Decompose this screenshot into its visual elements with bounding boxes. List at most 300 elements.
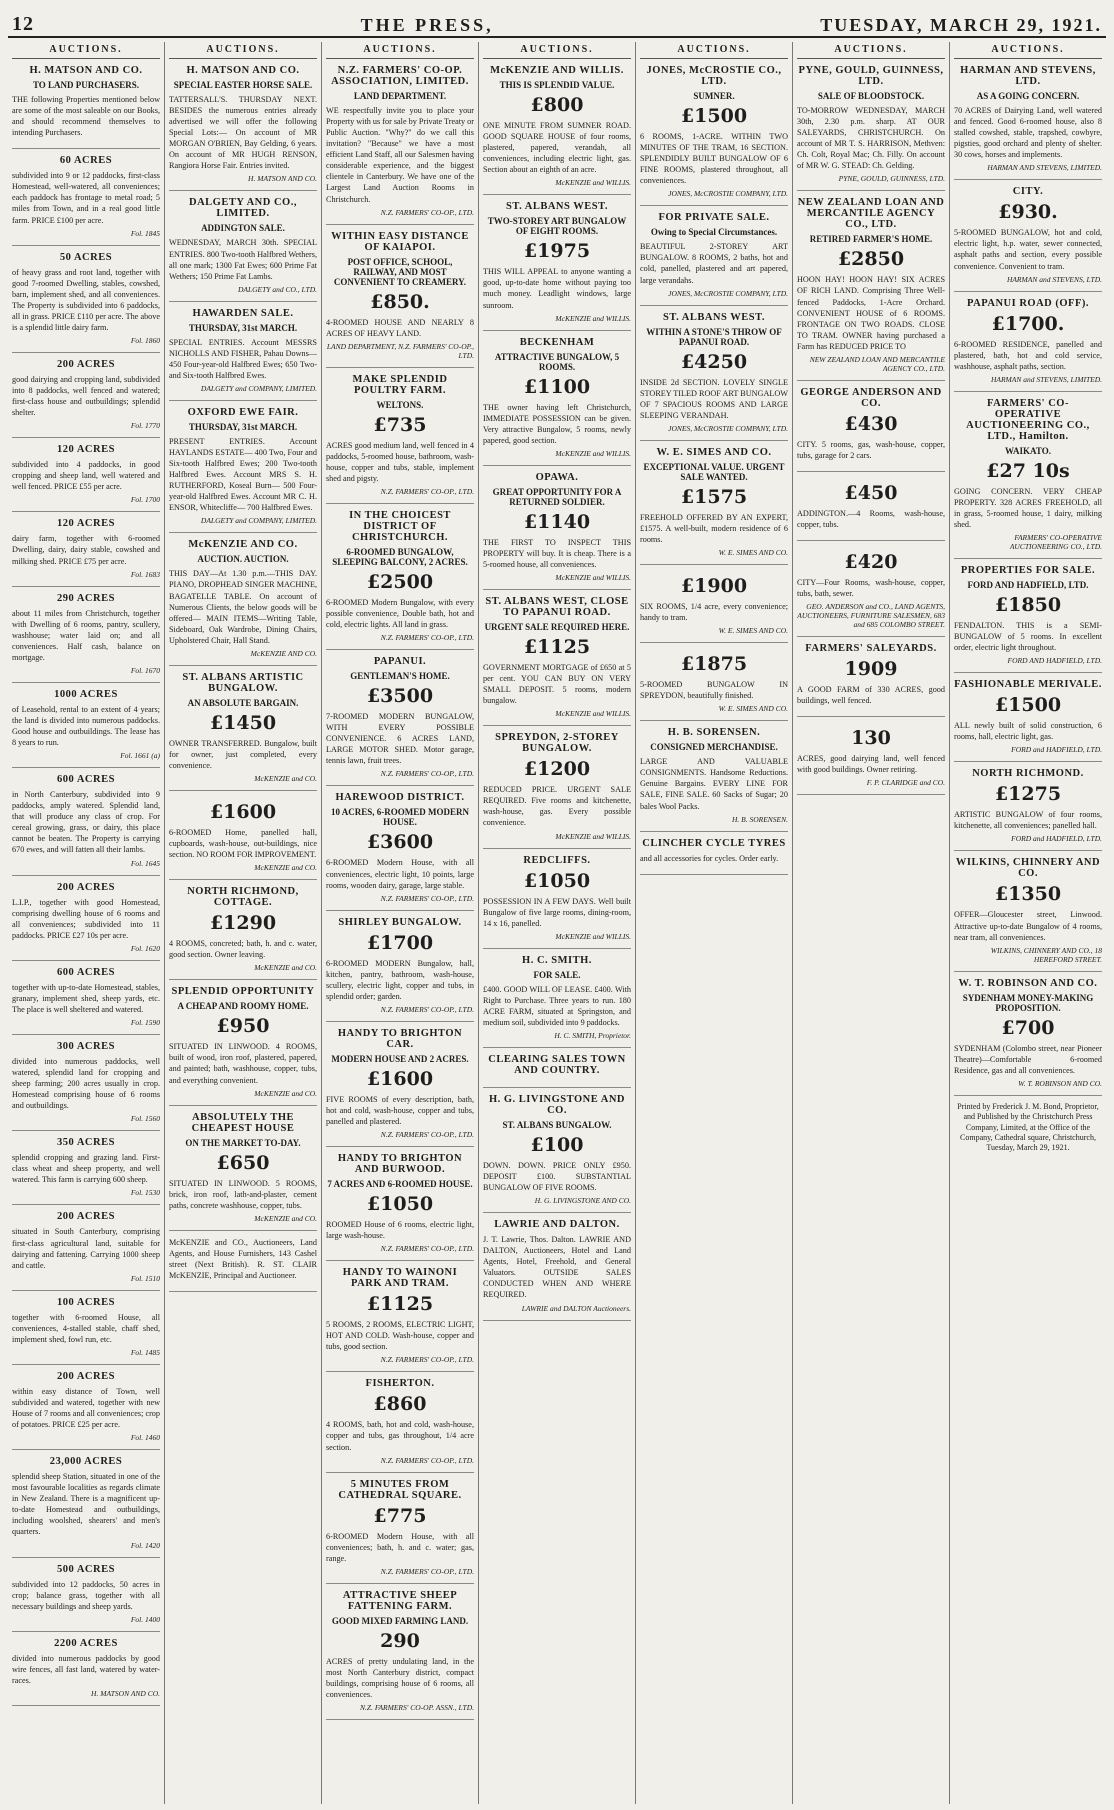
ad-price: 130	[851, 727, 891, 750]
classified-ad	[12, 1291, 160, 1365]
ad-subheading: THURSDAY, 31st MARCH.	[188, 322, 298, 333]
classified-ad	[12, 587, 160, 683]
classified-ad	[326, 911, 474, 1022]
classified-ad	[640, 206, 788, 305]
ad-signature: N.Z. FARMERS' CO-OP., LTD.	[380, 893, 474, 903]
classified-ad	[326, 1372, 474, 1472]
ad-signature: HARMAN and STEVENS, LIMITED.	[990, 374, 1102, 384]
ad-subheading: SPECIAL EASTER HORSE SALE.	[173, 80, 313, 90]
classified-ad	[12, 149, 160, 245]
ad-subheading: URGENT SALE REQUIRED HERE.	[484, 622, 630, 632]
ad-body-text: 5-ROOMED BUNGALOW, hot and cold, electric light, h.p. water, sewer connected, asphalt paths and section, every possible convenience. Convenient to tram.	[954, 228, 1102, 271]
column-7	[950, 42, 1106, 1804]
classified-ad	[954, 180, 1102, 291]
column-header: AUCTIONS.	[326, 42, 474, 59]
classified-ad	[12, 1131, 160, 1205]
ad-heading: GEORGE ANDERSON AND CO.	[800, 386, 942, 409]
ad-price: £775	[373, 1504, 427, 1527]
ad-signature: Fol. 1460	[130, 1433, 160, 1443]
ad-signature: Fol. 1860	[130, 335, 160, 345]
ad-signature: HARMAN and STEVENS, LTD.	[1006, 274, 1102, 284]
ad-body-text: 70 ACRES of Dairying Land, well watered and fenced. Good 6-roomed house, also 8 stalled cowshed, stable, trapshed, cowbyre, pigsties, good orchard and plenty of shelter. 30 cows, horses and implements.	[954, 106, 1102, 160]
classified-ad	[483, 1048, 631, 1088]
ad-signature: Fol. 1620	[130, 943, 160, 953]
ad-heading: 23,000 ACRES	[49, 1456, 123, 1468]
ad-heading: HANDY TO BRIGHTON AND BURWOOD.	[337, 1153, 463, 1176]
ad-heading: FARMERS' SALEYARDS.	[805, 643, 937, 655]
ad-price: £420	[844, 551, 898, 574]
ad-heading: WITHIN EASY DISTANCE OF KAIAPOI.	[331, 230, 469, 253]
ad-subheading: THURSDAY, 31st MARCH.	[188, 421, 298, 432]
ad-signature: McKENZIE and WILLIS.	[555, 448, 631, 458]
classified-ad	[326, 1261, 474, 1372]
ad-body-text: WE respectfully invite you to place your Property with us for sale by Private Treaty or Public Auction. "Why?" do we call this invitation? "Because" we have a most efficient Land Staff, all our Salesmen having considerable experience, and the biggest clientele in Canterbury. We have one of the Largest Land Auction Rooms in Christchurch.	[326, 106, 474, 204]
ad-price: £2850	[837, 248, 905, 271]
ad-signature: Fol. 1560	[130, 1114, 160, 1124]
ad-body-text: subdivided into 12 paddocks, 50 acres in crop; balance grass, together with all necessary buildings and sheep yards.	[12, 1579, 160, 1611]
ad-price: £800	[530, 94, 584, 116]
classified-ad	[12, 512, 160, 586]
classified-ad	[797, 59, 945, 191]
ad-body-text: 6-ROOMED Home, panelled hall, cupboards, wash-house, out-buildings, nice section. NO ROOM FOR IMPROVEMENT.	[169, 828, 317, 860]
ad-signature: W. E. SIMES AND CO.	[718, 704, 788, 714]
ad-heading: NORTH RICHMOND, COTTAGE.	[187, 886, 299, 909]
ad-price: £1275	[994, 783, 1062, 806]
ad-heading: HAREWOOD DISTRICT.	[335, 792, 465, 804]
classified-ad	[12, 438, 160, 512]
classified-ad	[640, 832, 788, 875]
ad-heading: HAWARDEN SALE.	[192, 307, 294, 319]
classified-ad	[169, 401, 317, 533]
classified-ad	[169, 1106, 317, 1231]
ad-subheading: FORD AND HADFIELD, LTD.	[967, 580, 1089, 590]
ad-body-text: FENDALTON. THIS is a SEMI-BUNGALOW of 5 rooms. In excellent order, electric light throughout.	[954, 621, 1102, 653]
column-1	[8, 42, 165, 1804]
ad-body-text: splendid cropping and grazing land. First-class wheat and sheep property, and well watered. This farm is carrying 600 sheep.	[12, 1153, 160, 1185]
ad-heading: 300 ACRES	[57, 1040, 115, 1052]
ad-body-text: 7-ROOMED MODERN BUNGALOW, WITH EVERY POSSIBLE CONVENIENCE. 6 ACRES LAND, LARGE MOTOR SHED. Motor garage, tennis lawn, fruit trees.	[326, 712, 474, 766]
column-2	[165, 42, 322, 1804]
classified-ad	[169, 1231, 317, 1292]
ad-signature: Fol. 1700	[130, 495, 160, 505]
ad-heading: 600 ACRES	[57, 966, 115, 978]
ad-signature: McKENZIE and WILLIS.	[555, 931, 631, 941]
classified-ad	[797, 472, 945, 541]
ad-heading: FOR PRIVATE SALE.	[658, 212, 770, 224]
ad-price: £3500	[366, 685, 434, 708]
ad-body-text: BEAUTIFUL 2-STOREY ART BUNGALOW. 8 ROOMS, 2 baths, hot and cold, panelled, plastered and art papered, large verandahs.	[640, 242, 788, 285]
ad-signature: Fol. 1683	[130, 569, 160, 579]
ad-signature: N.Z. FARMERS' CO-OP., LTD.	[380, 207, 474, 217]
ad-signature: DALGETY and COMPANY, LIMITED.	[200, 516, 317, 526]
ad-subheading: AUCTION. AUCTION.	[197, 554, 289, 565]
ad-signature: W. T. ROBINSON AND CO.	[1018, 1078, 1102, 1088]
column-header: AUCTIONS.	[169, 42, 317, 59]
ad-heading: 1000 ACRES	[54, 688, 118, 700]
classified-ad	[483, 726, 631, 848]
ad-heading: FASHIONABLE MERIVALE.	[954, 679, 1102, 691]
ad-subheading: ST. ALBANS BUNGALOW.	[502, 1119, 612, 1130]
ad-signature: N.Z. FARMERS' CO-OP., LTD.	[380, 1004, 474, 1014]
ad-signature: LAWRIE and DALTON Auctioneers.	[521, 1303, 631, 1313]
ad-signature: H. C. SMITH, Proprietor.	[554, 1030, 631, 1040]
ad-price: £1900	[680, 575, 748, 597]
ad-signature: HARMAN AND STEVENS, LIMITED.	[987, 163, 1102, 173]
classified-ad	[169, 191, 317, 301]
ad-signature: NEW ZEALAND LOAN AND MERCANTILE AGENCY CO., LTD.	[809, 354, 945, 373]
ad-heading: ABSOLUTELY THE CHEAPEST HOUSE	[191, 1111, 295, 1134]
column-3	[322, 42, 479, 1804]
ad-body-text: of Leasehold, rental to an extent of 4 years; the land is divided into numerous paddocks. Good house and outbuildings. The lease has 8 years to run.	[12, 704, 160, 748]
ad-body-text: ACRES of pretty undulating land, in the most North Canterbury district, compact buildings, comprising house of 6 rooms, all conveniences.	[326, 1656, 474, 1699]
issue-date: TUESDAY, MARCH 29, 1921.	[820, 15, 1102, 35]
ad-body-text: together with up-to-date Homestead, stables, granary, implement shed, sheep yards, etc. The place is well sheltered and watered.	[12, 982, 160, 1014]
ad-price: £735	[373, 413, 427, 436]
ad-price: 1909	[844, 658, 898, 681]
classified-ad	[954, 392, 1102, 559]
ad-signature: McKENZIE and WILLIS.	[555, 178, 631, 188]
classified-ad	[954, 292, 1102, 392]
ad-body-text: ACRES, good dairying land, well fenced with good buildings. Owner retiring.	[797, 754, 945, 775]
ad-heading: CLEARING SALES TOWN AND COUNTRY.	[488, 1053, 626, 1076]
ad-price: £1575	[680, 485, 748, 508]
ad-signature: H. MATSON AND CO.	[91, 1688, 160, 1698]
ad-signature: H. G. LIVINGSTONE AND CO.	[534, 1196, 631, 1206]
classified-ad	[483, 949, 631, 1048]
ad-heading: SPREYDON, 2-STOREY BUNGALOW.	[495, 732, 619, 755]
classified-ad	[12, 246, 160, 353]
ad-heading: 200 ACRES	[57, 1370, 115, 1382]
ad-body-text: 4-ROOMED HOUSE AND NEARLY 8 ACRES OF HEAVY LAND.	[326, 317, 474, 338]
ad-body-text: 5-ROOMED BUNGALOW IN SPREYDON, beautifully finished.	[640, 680, 788, 701]
ad-signature: N.Z. FARMERS' CO-OP., LTD.	[380, 769, 474, 779]
classified-ad	[797, 541, 945, 637]
ad-heading: FARMERS' CO-OPERATIVE AUCTIONEERING CO., LTD., Hamilton.	[966, 397, 1090, 442]
ad-subheading: WELTONS.	[376, 399, 424, 410]
ad-body-text: SIX ROOMS, 1/4 acre, every convenience; handy to tram.	[640, 602, 788, 623]
ad-body-text: GOING CONCERN. VERY CHEAP PROPERTY. 328 ACRES FREEHOLD, all in grass, 5-roomed house, 1 dairy, milking shed.	[954, 486, 1102, 529]
ad-signature: Fol. 1770	[130, 421, 160, 431]
ad-signature: N.Z. FARMERS' CO-OP., LTD.	[380, 633, 474, 643]
classified-ad	[169, 666, 317, 791]
ad-body-text: THIS WILL APPEAL to anyone wanting a good, up-to-date home without paying too much money. Leadlight windows, large sunroom.	[483, 267, 631, 310]
column-6	[793, 42, 950, 1804]
ad-heading: WILKINS, CHINNERY AND CO.	[955, 857, 1101, 880]
ad-body-text: REDUCED PRICE. URGENT SALE REQUIRED. Five rooms and kitchenette, wash-house, gas. Every possible convenience.	[483, 785, 631, 828]
ad-price: £860	[373, 1393, 427, 1416]
classified-ad	[326, 1147, 474, 1261]
ad-heading: 50 ACRES	[59, 251, 113, 263]
classified-ad	[169, 533, 317, 665]
ad-signature: DALGETY and CO., LTD.	[237, 284, 317, 294]
classified-ad	[12, 683, 160, 768]
ad-body-text: A GOOD FARM of 330 ACRES, good buildings, well fenced.	[797, 685, 945, 706]
ad-body-text: SITUATED IN LINWOOD. 4 ROOMS, built of wood, iron roof, plastered, papered, and painted; bath, washhouse, copper, tubs, and everything convenient.	[169, 1042, 317, 1085]
ad-subheading: MODERN HOUSE AND 2 ACRES.	[331, 1053, 469, 1064]
classified-ad	[954, 559, 1102, 673]
ad-subheading: FOR SALE.	[533, 969, 581, 980]
page-number: 12	[12, 13, 34, 35]
ad-body-text: situated in South Canterbury, comprising first-class agricultural land, suitable for dairying and fattening. Carrying 1000 sheep and cattle.	[12, 1227, 160, 1270]
ad-signature: Fol. 1845	[130, 228, 160, 238]
ad-heading: 60 ACRES	[59, 155, 113, 167]
ad-signature: W. E. SIMES AND CO.	[718, 626, 788, 636]
ad-price: £650	[216, 1151, 270, 1174]
ad-subheading: WAIKATO.	[1005, 445, 1051, 456]
ad-subheading: LAND DEPARTMENT.	[353, 91, 447, 101]
ad-body-text: subdivided into 4 paddocks, in good cropping and sheep land, well watered and well fenced. PRICE £55 per acre.	[12, 460, 160, 492]
classified-ad	[483, 59, 631, 195]
ad-body-text: of heavy grass and root land, together with good 7-roomed Dwelling, stables, cowshed, barn, implement shed, and all conveniences. The Property is subdivided into 6 paddocks, all in grass. PRICE £110 per acre. The above is a splendid little dairy farm.	[12, 267, 160, 332]
classified-ad	[12, 1558, 160, 1632]
ad-price: £950	[216, 1015, 270, 1038]
ad-price: £1700	[366, 931, 434, 954]
classified-ad	[326, 1584, 474, 1720]
classified-ad	[954, 972, 1102, 1096]
ad-heading: 2200 ACRES	[54, 1637, 118, 1649]
ad-body-text: dairy farm, together with 6-roomed Dwelling, dairy, dairy stable, cowshed and milking shed. PRICE £75 per acre.	[12, 534, 160, 566]
ad-body-text: 6-ROOMED RESIDENCE, panelled and plastered, bath, hot and cold service, washhouse, asphalt paths, section.	[954, 339, 1102, 371]
ad-subheading: Owing to Special Circumstances.	[650, 227, 778, 238]
ad-heading: OPAWA.	[535, 471, 579, 483]
ad-price: £1450	[209, 711, 277, 734]
ad-signature: McKENZIE AND CO.	[250, 648, 317, 658]
ad-signature: N.Z. FARMERS' CO-OP., LTD.	[380, 1566, 474, 1576]
ad-signature: JONES, McCROSTIE COMPANY, LTD.	[668, 423, 788, 433]
ad-heading: McKENZIE AND WILLIS.	[490, 65, 624, 76]
ad-subheading: THIS IS SPLENDID VALUE.	[499, 80, 615, 90]
ad-heading: H. C. SMITH.	[522, 954, 592, 966]
ad-signature: PYNE, GOULD, GUINNESS, LTD.	[838, 174, 945, 184]
ad-subheading: GOOD MIXED FARMING LAND.	[331, 1615, 469, 1626]
ad-body-text: ONE MINUTE FROM SUMNER ROAD. GOOD SQUARE HOUSE of four rooms, plastered, papered, verandah, all conveniences, including electric light, gas. Section about an eighth of an acre.	[483, 121, 631, 175]
ad-body-text: within easy distance of Town, well subdivided and watered, together with new House of 7 rooms and all conveniences; crop of potatoes. PRICE £25 per acre.	[12, 1386, 160, 1430]
ad-price: £1125	[366, 1293, 434, 1316]
ad-body-text: CITY. 5 rooms, gas, wash-house, copper, tubs, garage for 2 cars.	[797, 439, 945, 460]
classified-ad	[169, 980, 317, 1105]
classified-ad	[483, 331, 631, 466]
ad-price: £1050	[523, 869, 591, 892]
ad-subheading: CONSIGNED MERCHANDISE.	[650, 742, 778, 753]
classified-ad	[797, 637, 945, 717]
column-4	[479, 42, 636, 1804]
ad-subheading: SUMNER.	[693, 91, 735, 101]
ad-signature: Fol. 1670	[130, 665, 160, 675]
ad-price: £1050	[366, 1193, 434, 1216]
ad-heading: H. B. SORENSEN.	[667, 727, 761, 739]
ad-subheading: TO LAND PURCHASERS.	[32, 80, 140, 90]
ad-heading: OXFORD EWE FAIR.	[187, 406, 299, 418]
ad-price: £4250	[680, 350, 748, 373]
ad-signature: Fol. 1510	[130, 1273, 160, 1283]
ad-heading: BECKENHAM	[519, 336, 595, 348]
paper-title: THE PRESS,	[360, 15, 494, 35]
classified-ad	[954, 762, 1102, 851]
ad-signature: N.Z. FARMERS' CO-OP., LTD.	[380, 1355, 474, 1365]
classified-ad	[483, 849, 631, 949]
ad-heading: W. T. ROBINSON AND CO.	[958, 977, 1098, 989]
ad-signature: McKENZIE and WILLIS.	[555, 573, 631, 582]
ad-signature: WILKINS, CHINNERY AND CO., 18 HEREFORD STREET.	[990, 945, 1102, 964]
ad-signature: Fol. 1661 (a)	[120, 751, 160, 761]
ad-heading: PROPERTIES FOR SALE.	[960, 565, 1096, 576]
classified-ad	[640, 441, 788, 565]
ad-price: £1600	[366, 1067, 434, 1090]
ad-signature: H. MATSON AND CO.	[248, 174, 317, 184]
ad-signature: Fol. 1645	[130, 858, 160, 868]
ad-body-text: 4 ROOMS, bath, hot and cold, wash-house, copper and tubs, gas throughout, 1/4 acre section.	[326, 1420, 474, 1452]
ad-subheading: GENTLEMAN'S HOME.	[350, 671, 450, 682]
ad-signature: N.Z. FARMERS' CO-OP., LTD.	[380, 486, 474, 496]
ad-subheading: ADDINGTON SALE.	[201, 223, 285, 234]
classified-ad	[954, 851, 1102, 971]
ad-signature: McKENZIE and CO.	[254, 1213, 317, 1223]
column-5	[636, 42, 793, 1804]
ad-heading: ST. ALBANS WEST.	[506, 201, 608, 213]
ad-price: £850.	[370, 290, 430, 313]
ad-heading: PAPANUI.	[373, 656, 427, 668]
ad-subheading: GREAT OPPORTUNITY FOR A RETURNED SOLDIER.	[492, 486, 622, 507]
classified-ad	[326, 650, 474, 786]
ad-signature: F. P. CLARIDGE and CO.	[866, 778, 945, 788]
ad-price: £450	[844, 481, 898, 504]
ad-signature: McKENZIE and CO.	[254, 1088, 317, 1098]
ad-price: £2500	[366, 570, 434, 593]
ad-body-text: SITUATED IN LINWOOD. 5 ROOMS, brick, iron roof, lath-and-plaster, cement paths, concrete washhouse, copper, tubs.	[169, 1178, 317, 1210]
ad-subheading: 10 ACRES, 6-ROOMED MODERN HOUSE.	[330, 807, 469, 828]
classified-ad	[483, 466, 631, 590]
ad-body-text: FIVE ROOMS of every description, bath, hot and cold, wash-house, copper and tubs, panelled and plastered.	[326, 1094, 474, 1126]
ad-body-text: 5 ROOMS, 2 ROOMS, ELECTRIC LIGHT, HOT AND COLD. Wash-house, copper and tubs, good section.	[326, 1320, 474, 1352]
ad-heading: McKENZIE AND CO.	[188, 539, 298, 551]
ad-heading: SPLENDID OPPORTUNITY	[171, 986, 315, 998]
ad-price: £430	[844, 412, 898, 435]
ad-body-text: TATTERSALL'S. THURSDAY NEXT. BESIDES the numerous entries already advertised we will offer the following Special Lots:— On account of MR MORGAN O'BRIEN, Bay Gelding, 6 years. On account of MR HUGH RENSON, Rangiora Horse Fair. Entries invited.	[169, 95, 317, 171]
ad-heading: JONES, McCROSTIE CO., LTD.	[646, 65, 782, 87]
ad-heading: LAWRIE AND DALTON.	[494, 1219, 620, 1231]
ad-body-text: ARTISTIC BUNGALOW of four rooms, kitchenette, all conveniences; panelled hall.	[954, 810, 1102, 831]
ad-body-text: about 11 miles from Christchurch, together with Dwelling of 6 rooms, pantry, scullery, washhouse; water laid on; and all conveniences. Half cash, balance on mortgage.	[12, 608, 160, 662]
classified-ad	[169, 59, 317, 191]
classified-ad	[169, 791, 317, 880]
ad-heading: MAKE SPLENDID POULTRY FARM.	[352, 373, 448, 396]
ad-body-text: INSIDE 2d SECTION. LOVELY SINGLE STOREY TILED ROOF ART BUNGALOW OF 7 SPACIOUS ROOMS AND LARGE SLEEPING VERANDAH.	[640, 377, 788, 420]
ad-heading: 500 ACRES	[57, 1563, 115, 1575]
classified-ad	[640, 306, 788, 441]
classified-ad	[483, 1213, 631, 1320]
ad-body-text: THE FIRST TO INSPECT THIS PROPERTY will buy. It is cheap. There is a 5-roomed house, all conveniences.	[483, 537, 631, 569]
ad-heading: 120 ACRES	[57, 444, 115, 456]
ad-signature: McKENZIE and CO.	[254, 863, 317, 873]
ad-signature: McKENZIE and WILLIS.	[555, 313, 631, 323]
ad-heading: 5 MINUTES FROM CATHEDRAL SQUARE.	[338, 1478, 462, 1501]
ad-heading: H. MATSON AND CO.	[186, 65, 300, 76]
ad-signature: FORD AND HADFIELD, LTD.	[1007, 656, 1102, 666]
ad-heading: CITY.	[1012, 186, 1044, 198]
ad-subheading: A CHEAP AND ROOMY HOME.	[177, 1001, 309, 1012]
ad-signature: FORD and HADFIELD, LTD.	[1011, 745, 1102, 755]
ad-signature: FORD and HADFIELD, LTD.	[1011, 834, 1102, 844]
classified-ad	[12, 1365, 160, 1450]
ad-signature: N.Z. FARMERS' CO-OP. ASSN., LTD.	[360, 1703, 474, 1712]
classified-ad	[797, 191, 945, 380]
ad-heading: H. MATSON AND CO.	[29, 65, 143, 76]
ad-signature: McKENZIE and WILLIS.	[555, 831, 631, 841]
classified-ad	[326, 786, 474, 910]
ad-body-text: SPECIAL ENTRIES. Account MESSRS NICHOLLS AND FISHER, Pahau Downs— 450 Four-year-old Halfbred Ewes; 650 Two- and Six-tooth Halfbred Ewes.	[169, 337, 317, 380]
ad-body-text: OFFER—Gloucester street, Linwood. Attractive up-to-date Bungalow of 4 rooms, near tram, all conveniences.	[954, 910, 1102, 942]
ad-body-text: in North Canterbury, subdivided into 9 paddocks, amply watered. Splendid land, that will produce any class of crop. For cereal growing, grass, or dairy, this place cannot be beaten. The Property is carrying 670 ewes, and will fatten all their lambs.	[12, 790, 160, 855]
classified-ad	[797, 381, 945, 472]
ad-heading: SHIRLEY BUNGALOW.	[338, 916, 462, 928]
ad-body-text: TO-MORROW WEDNESDAY, MARCH 30th, 2.30 p.m. sharp. AT OUR SALEYARDS, CHRISTCHURCH. On account of MR T. S. HARRISON, Methven: Ch. Colt, Royal Mac; Ch. Filly. On account of MR W. G. STEAD: Ch. Gelding.	[797, 106, 945, 171]
ad-heading: ST. ALBANS WEST, CLOSE TO PAPANUI ROAD.	[485, 596, 629, 618]
ad-body-text: McKENZIE and CO., Auctioneers, Land Agents, and House Furnishers, 143 Cashel street (Next British). R. ST. CLAIR McKENZIE, Principal and Auctioneer.	[169, 1237, 317, 1280]
column-header: AUCTIONS.	[12, 42, 160, 59]
classified-ad	[640, 59, 788, 206]
ad-subheading: EXCEPTIONAL VALUE. URGENT SALE WANTED.	[643, 461, 785, 482]
classified-ad	[640, 721, 788, 831]
ad-heading: 120 ACRES	[57, 518, 115, 530]
ad-body-text: PRESENT ENTRIES. Account HAYLANDS ESTATE— 400 Two, Four and Six-tooth Halfbred Ewes; 200 Two-tooth Halfbred Ewes. Account MRS S. H. RUTHERFORD, Koseal Burn— 500 Four-year-old Halfbred Ewes. Account MR C. H. ENSOR, Whitecliffe— 700 Halfbred Ewes.	[169, 436, 317, 513]
ad-heading: PAPANUI ROAD (OFF).	[967, 297, 1089, 309]
ad-price: £1350	[994, 883, 1062, 906]
ad-heading: NORTH RICHMOND.	[972, 768, 1084, 780]
ad-signature: JONES, McCROSTIE COMPANY, LTD.	[668, 288, 788, 298]
ad-price: £1600	[209, 801, 277, 823]
ad-heading: 100 ACRES	[57, 1296, 115, 1308]
ad-body-text: FREEHOLD OFFERED BY AN EXPERT, £1575. A well-built, modern residence of 6 rooms.	[640, 512, 788, 544]
classified-ad	[326, 225, 474, 368]
ad-heading: IN THE CHOICEST DISTRICT OF CHRISTCHURCH.	[349, 509, 451, 543]
ad-heading: H. G. LIVINGSTONE AND CO.	[488, 1093, 626, 1116]
ad-price: £700	[1001, 1016, 1055, 1039]
classified-ad	[483, 195, 631, 330]
ad-body-text: and all accessories for cycles. Order early.	[640, 853, 779, 863]
classified-ad	[169, 880, 317, 980]
ad-signature: N.Z. FARMERS' CO-OP., LTD.	[380, 1244, 474, 1254]
column-header: AUCTIONS.	[797, 42, 945, 59]
masthead	[8, 6, 1106, 38]
ad-heading: DALGETY AND CO., LIMITED.	[189, 197, 297, 220]
ad-price: £1875	[680, 653, 748, 676]
column-container	[8, 42, 1106, 1804]
ad-price: £3600	[366, 831, 434, 854]
ad-signature: Fol. 1420	[130, 1540, 160, 1550]
ad-heading: HANDY TO BRIGHTON CAR.	[337, 1027, 463, 1050]
ad-body-text: SYDENHAM (Colombo street, near Pioneer Theatre)—Comfortable 6-roomed Residence, gas and all conveniences.	[954, 1043, 1102, 1075]
ad-body-text: THE owner having left Christchurch, IMMEDIATE POSSESSION can be given. Very attractive Bungalow, 5 rooms, newly papered, good section.	[483, 402, 631, 445]
classified-ad	[12, 353, 160, 438]
ad-subheading: TWO-STOREY ART BUNGALOW OF EIGHT ROOMS.	[487, 216, 627, 237]
ad-body-text: 6-ROOMED Modern Bungalow, with every possible convenience, Double bath, hot and cold, electric lights. All land in grass.	[326, 597, 474, 630]
classified-ad	[483, 590, 631, 726]
classified-ad	[326, 1473, 474, 1584]
ad-body-text: L.I.P., together with good Homestead, comprising dwelling house of 6 rooms and all conveniences; subdivided into 11 paddocks. PRICE £27 10s per acre.	[12, 897, 160, 940]
ad-heading: HARMAN AND STEVENS, LTD.	[960, 65, 1096, 87]
ad-signature: DALGETY and COMPANY, LIMITED.	[200, 383, 317, 393]
ad-heading: PYNE, GOULD, GUINNESS, LTD.	[798, 65, 944, 87]
ad-signature: McKENZIE and WILLIS.	[555, 709, 631, 719]
classified-ad	[12, 59, 160, 149]
ad-body-text: together with 6-roomed House, all conveniences, 4-stalled stable, chaff shed, implement shed, fowl run, etc.	[12, 1312, 160, 1344]
ad-body-text: divided into numerous paddocks, well watered, splendid land for cropping and sheep farming; 200 acres usually in crop. Homestead comprising house of 6 rooms and outbuildings.	[12, 1056, 160, 1111]
ad-heading: CLINCHER CYCLE TYRES	[642, 837, 786, 849]
ad-signature: Fol. 1400	[130, 1614, 160, 1624]
ad-body-text: HOON HAY! HOON HAY! SIX ACRES OF RICH LAND. Comprising Three Well-fenced Paddocks, 1-Acre Orchard. CONVENIENT HOUSE of 6 ROOMS. FRONTAGE ON TWO ROADS. CLOSE TO TRAM. OWNER having purchased a Farm has REDUCED PRICE TO	[797, 275, 945, 351]
column-header: AUCTIONS.	[640, 42, 788, 59]
ad-heading: 200 ACRES	[57, 358, 115, 370]
